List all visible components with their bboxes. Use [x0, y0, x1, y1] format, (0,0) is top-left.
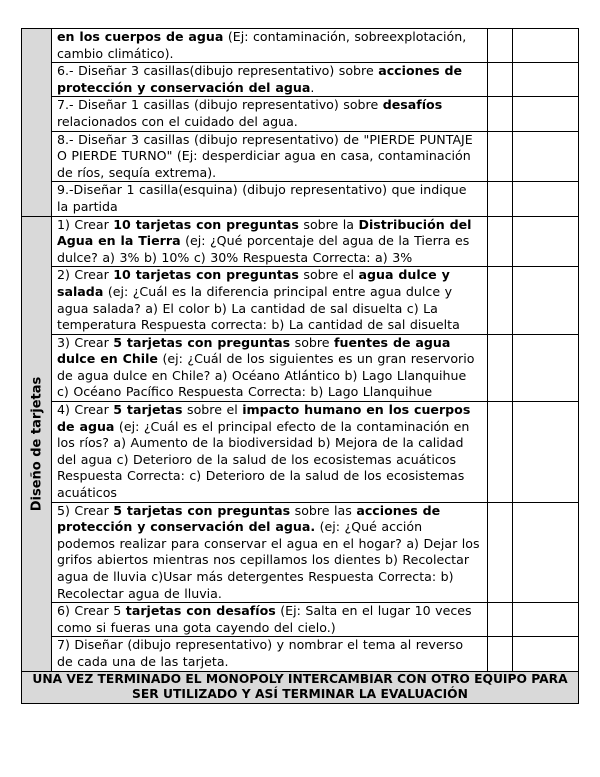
criterion-text-cell — [52, 131, 488, 182]
text-run: sobre la — [298, 216, 359, 232]
emphasis-text: acciones de protección y conservación del agua. — [57, 502, 441, 535]
score-cell[interactable] — [513, 402, 579, 503]
spacer-cell — [488, 334, 513, 401]
criterion-text-cell — [52, 29, 488, 63]
text-run: (ej: ¿Cuál es la diferencia principal entre agua dulce y agua salada? a) El color b) La cantidad de sal disuelta c) La temperatura Respuesta correcta: b) La cantidad de sal disuelta — [57, 283, 460, 333]
spacer-cell — [488, 216, 513, 267]
criterion-text — [52, 217, 487, 267]
text-run: 6.- Diseñar 3 casillas(dibujo representativo) sobre — [57, 63, 379, 79]
text-run: (ej: ¿Cuál de los siguientes es un gran reservorio de agua dulce en Chile? a) Océano Atlántico b) Lago Llanquihue c) Océano Pacífico Respuesta Correcta: b) Lago Llanquihue — [57, 351, 475, 400]
criterion-text-cell — [52, 267, 488, 334]
emphasis-text: 5 tarjetas con preguntas — [113, 502, 291, 518]
emphasis-text: en los cuerpos de agua — [57, 29, 224, 44]
spacer-cell — [488, 267, 513, 334]
criterion-row — [22, 182, 579, 216]
text-run: sobre las — [290, 502, 357, 518]
score-cell[interactable] — [513, 29, 579, 63]
text-run: (Ej: contaminación, sobreexplotación, cambio climático). — [57, 29, 467, 61]
criterion-row — [22, 267, 579, 334]
spacer-cell — [488, 131, 513, 182]
emphasis-text: impacto humano en los cuerpos de agua — [57, 402, 471, 434]
criterion-text-cell — [52, 334, 488, 401]
spacer-cell — [488, 182, 513, 216]
text-run: sobre el — [182, 402, 243, 418]
score-cell[interactable] — [513, 502, 579, 603]
section-label: Diseño de tarjetas — [29, 376, 44, 511]
text-run: 6) Crear 5 — [57, 603, 126, 619]
emphasis-text: fuentes de agua dulce en Chile — [57, 334, 451, 367]
emphasis-text: desafíos — [382, 97, 443, 113]
score-cell[interactable] — [513, 334, 579, 401]
criterion-text — [52, 132, 487, 182]
text-run: 3) Crear — [57, 334, 114, 350]
text-run: (Ej: Salta en el lugar 10 veces como si fueras una gota cayendo del cielo.) — [57, 603, 472, 635]
spacer-cell — [488, 502, 513, 603]
criterion-text — [52, 503, 487, 603]
criterion-text-cell — [52, 502, 488, 603]
score-cell[interactable] — [513, 63, 579, 97]
board-design-section — [22, 29, 579, 217]
criterion-text-cell — [52, 216, 488, 267]
text-run: 7.- Diseñar 1 casillas (dibujo representativo) sobre — [57, 97, 383, 113]
text-run: 1) Crear — [57, 216, 114, 232]
score-cell[interactable] — [513, 603, 579, 637]
criterion-text-cell — [52, 637, 488, 671]
spacer-cell — [488, 402, 513, 503]
criterion-text — [52, 267, 487, 333]
text-run: (ej: ¿Qué porcentaje del agua de la Tierra es dulce? a) 3% b) 10% c) 30% Respuesta Correcta: a) 3% — [57, 233, 470, 265]
score-cell[interactable] — [513, 131, 579, 182]
criterion-text-cell — [52, 182, 488, 216]
criterion-row — [22, 637, 579, 671]
criterion-row — [22, 97, 579, 131]
criterion-text — [52, 335, 487, 401]
footer-row — [22, 671, 579, 703]
criterion-row — [22, 402, 579, 503]
score-cell[interactable] — [513, 97, 579, 131]
text-run: 5) Crear — [57, 502, 114, 518]
criterion-row — [22, 216, 579, 267]
text-run: 2) Crear — [57, 267, 114, 283]
closing-instruction: UNA VEZ TERMINADO EL MONOPOLY INTERCAMBIAR CON OTRO EQUIPO PARA SER UTILIZADO Y ASÍ TERMINAR LA EVALUACIÓN — [22, 671, 579, 703]
emphasis-text: 5 tarjetas — [113, 402, 183, 418]
emphasis-text: tarjetas con desafíos — [125, 603, 276, 619]
spacer-cell — [488, 603, 513, 637]
text-run: 9.-Diseñar 1 casilla(esquina) (dibujo representativo) que indique la partida — [57, 182, 467, 214]
rubric-sheet — [21, 28, 578, 704]
spacer-cell — [488, 97, 513, 131]
score-cell[interactable] — [513, 267, 579, 334]
score-cell[interactable] — [513, 182, 579, 216]
criterion-text-cell — [52, 402, 488, 503]
emphasis-text: Distribución del Agua en la Tierra — [57, 216, 472, 249]
text-run: sobre — [290, 334, 335, 350]
text-run: 8.- Diseñar 3 casillas (dibujo representativo) de "PIERDE PUNTAJE O PIERDE TURNO" (Ej: desperdiciar agua en casa, contaminación de ríos, sequía extrema). — [57, 131, 473, 180]
emphasis-text: 10 tarjetas con preguntas — [113, 216, 299, 232]
criterion-row — [22, 603, 579, 637]
emphasis-text: 5 tarjetas con preguntas — [113, 334, 291, 350]
section-label-cell — [22, 29, 52, 217]
emphasis-text: agua dulce y salada — [57, 267, 450, 299]
text-run: 4) Crear — [57, 402, 114, 418]
spacer-cell — [488, 63, 513, 97]
text-run: 7) Diseñar (dibujo representativo) y nombrar el tema al reverso de cada una de las tarjeta. — [57, 637, 464, 669]
criterion-text — [52, 182, 487, 215]
spacer-cell — [488, 637, 513, 671]
criterion-row — [22, 502, 579, 603]
card-design-section — [22, 216, 579, 671]
spacer-cell — [488, 29, 513, 63]
criterion-text — [52, 97, 487, 130]
criterion-text — [52, 63, 487, 96]
criterion-text-cell — [52, 97, 488, 131]
text-run: relacionados con el cuidado del agua. — [57, 113, 298, 129]
emphasis-text: 10 tarjetas con preguntas — [113, 267, 299, 283]
text-run: (ej: ¿Qué acción podemos realizar para conservar el agua en el hogar? a) Dejar los grifos abiertos mientras nos cepillamos los dientes b) Recolectar agua de lluvia c)Usar más detergentes Respuesta Correcta: b) Recolectar agua de lluvia. — [57, 519, 480, 601]
criterion-text — [52, 637, 487, 670]
text-run: sobre el — [298, 267, 359, 283]
text-run: (ej: ¿Cuál es el principal efecto de la contaminación en los ríos? a) Aumento de la biodiversidad b) Mejora de la calidad del agua c) Deterioro de la salud de los ecosistemas acuáticos Respuesta Correcta: c) Deterioro de la salud de los ecosistemas acuáticos — [57, 418, 470, 501]
criterion-text — [52, 29, 487, 62]
emphasis-text: acciones de protección y conservación del agua — [57, 63, 463, 95]
criterion-row — [22, 29, 579, 63]
criterion-text — [52, 603, 487, 636]
text-run: . — [310, 79, 315, 95]
rubric-table — [21, 28, 579, 704]
score-cell[interactable] — [513, 216, 579, 267]
criterion-text-cell — [52, 603, 488, 637]
criterion-row — [22, 131, 579, 182]
criterion-text-cell — [52, 63, 488, 97]
criterion-row — [22, 334, 579, 401]
section-label-cell — [22, 216, 52, 671]
criterion-text — [52, 402, 487, 502]
criterion-row — [22, 63, 579, 97]
score-cell[interactable] — [513, 637, 579, 671]
